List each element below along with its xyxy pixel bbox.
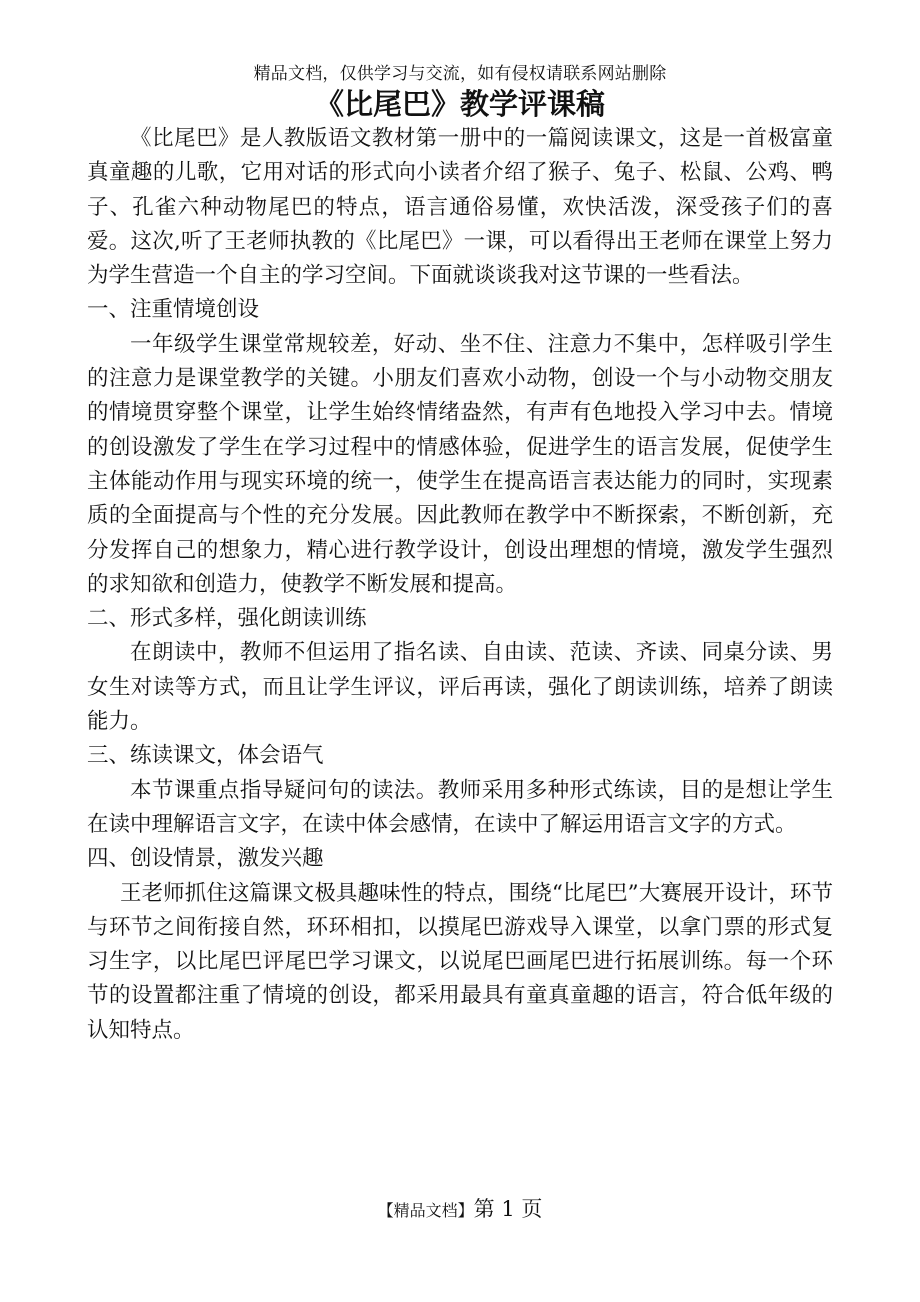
section-2-body: 在朗读中，教师不但运用了指名读、自由读、范读、齐读、同桌分读、男女生对读等方式，而且让学生评议，评后再读，强化了朗读训练，培养了朗读能力。 (87, 640, 833, 735)
intro-paragraph: 《比尾巴》是人教版语文教材第一册中的一篇阅读课文，这是一首极富童真童趣的儿歌，它用对话的形式向小读者介绍了猴子、兔子、松鼠、公鸡、鸭子、孔雀六种动物尾巴的特点，语言通俗易懂，欢快活泼，深受孩子们的喜爱。这次,听了王老师执教的《比尾巴》一课，可以看得出王老师在课堂上努力为学生营造一个自主的学习空间。下面就谈谈我对这节课的一些看法。 (87, 126, 833, 289)
section-3-body: 本节课重点指导疑问句的读法。教师采用多种形式练读，目的是想让学生在读中理解语言文字，在读中体会感情，在读中了解运用语言文字的方式。 (87, 777, 833, 837)
section-4-heading: 四、创设情景，激发兴趣 (87, 846, 324, 872)
header-note: 精品文档，仅供学习与交流，如有侵权请联系网站删除 (253, 64, 667, 84)
document-title: 《比尾巴》教学评课稿 (314, 87, 605, 121)
section-2-heading: 二、形式多样，强化朗读训练 (87, 606, 367, 632)
section-4-body: 王老师抓住这篇课文极具趣味性的特点，围绕“比尾巴”大赛展开设计，环节与环节之间衔接自然，环环相扣，以摸尾巴游戏导入课堂，以拿门票的形式复习生字，以比尾巴评尾巴学习课文，以说尾巴画尾巴进行拓展训练。每一个环节的设置都注重了情境的创设，都采用最具有童真童趣的语言，符合低年级的认知特点。 (87, 880, 833, 1043)
footer-tag: 【精品文档】 (377, 1201, 474, 1220)
page-number: 第 1 页 (473, 1197, 543, 1221)
section-3-heading: 三、练读课文，体会语气 (87, 743, 324, 769)
section-1-body: 一年级学生课堂常规较差，好动、坐不住、注意力不集中，怎样吸引学生的注意力是课堂教学的关键。小朋友们喜欢小动物，创设一个与小动物交朋友的情境贯穿整个课堂，让学生始终情绪盎然，有声有色地投入学习中去。情境的创设激发了学生在学习过程中的情感体验，促进学生的语言发展，促使学生主体能动作用与现实环境的统一，使学生在提高语言表达能力的同时，实现素质的全面提高与个性的充分发展。因此教师在教学中不断探索，不断创新，充分发挥自己的想象力，精心进行教学设计，创设出理想的情境，激发学生强烈的求知欲和创造力，使教学不断发展和提高。 (87, 331, 833, 597)
document-body (87, 122, 833, 1048)
section-1-heading: 一、注重情境创设 (87, 297, 260, 323)
page-footer (0, 1194, 920, 1226)
